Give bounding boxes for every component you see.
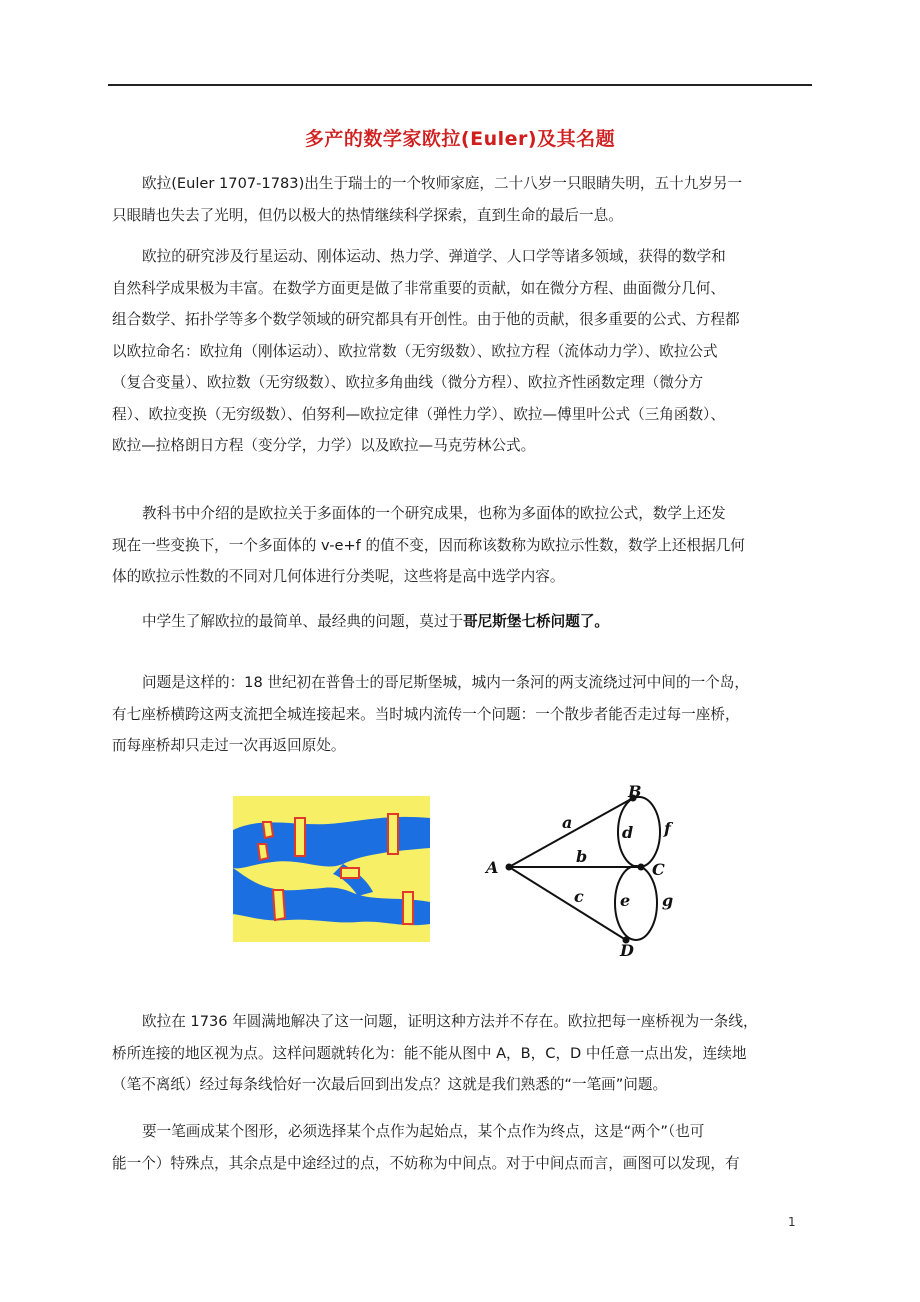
node-label-b: B <box>628 782 642 801</box>
node-label-d: D <box>620 941 634 960</box>
text-line: 要一笔画成某个图形，必须选择某个点作为起始点，某个点作为终点，这是“两个”（也可 <box>142 1123 705 1140</box>
header-rule <box>108 84 812 86</box>
text-line: （复合变量）、欧拉数（无穷级数）、欧拉多角曲线（微分方程）、欧拉齐性函数定理（微分方 <box>112 374 704 391</box>
node-label-c: C <box>652 860 665 879</box>
text-line: 自然科学成果极为丰富。在数学方面更是做了非常重要的贡献，如在微分方程、曲面微分几何、 <box>112 279 725 297</box>
edge-label-e: e <box>620 891 631 910</box>
text-line: 以欧拉命名：欧拉角（刚体运动）、欧拉常数（无穷级数）、欧拉方程（流体动力学）、欧拉公式 <box>112 342 718 360</box>
paragraph-textbook <box>112 498 816 593</box>
edge-label-b: b <box>576 847 588 866</box>
text-line: （笔不离纸）经过每条线恰好一次最后回到出发点？这就是我们熟悉的“一笔画”问题。 <box>112 1076 668 1093</box>
text-line: 现在一些变换下，一个多面体的 v-e+f 的值不变，因而称该数称为欧拉示性数，数学上还根据几何 <box>112 536 745 554</box>
text-line: 欧拉—拉格朗日方程（变分学，力学）以及欧拉—马克劳林公式。 <box>112 437 536 454</box>
bold-text: 哥尼斯堡七桥问题了。 <box>463 613 610 630</box>
text-line: 有七座桥横跨这两支流把全城连接起来。当时城内流传一个问题：一个散步者能否走过每一座桥， <box>112 705 740 723</box>
node-label-a: A <box>486 858 499 877</box>
paragraph-problem <box>112 667 816 762</box>
text-line <box>112 606 816 638</box>
text-line: 程）、欧拉变换（无穷级数）、伯努利—欧拉定律（弹性力学）、欧拉—傅里叶公式（三角函数）、 <box>112 405 725 423</box>
edge-label-a: a <box>562 813 573 832</box>
edge-label-g: g <box>662 891 674 910</box>
paragraph-solution <box>112 1006 816 1101</box>
text-line: 教科书中介绍的是欧拉关于多面体的一个研究成果，也称为多面体的欧拉公式，数学上还发 <box>142 505 726 522</box>
edge-label-f: f <box>664 819 671 838</box>
text-line: 能一个）特殊点，其余点是中途经过的点，不妨称为中间点。对于中间点而言，画图可以发现，有 <box>112 1154 740 1172</box>
text-line: 只眼睛也失去了光明，但仍以极大的热情继续科学探索，直到生命的最后一息。 <box>112 206 623 224</box>
text-line: 问题是这样的：18 世纪初在普鲁士的哥尼斯堡城，城内一条河的两支流绕过河中间的一个岛， <box>142 674 749 691</box>
edge-a <box>509 798 633 867</box>
page-title: 多产的数学家欧拉(Euler)及其名题 <box>304 128 616 150</box>
konigsberg-map-figure <box>233 796 430 942</box>
text-prefix: 中学生了解欧拉的最简单、最经典的问题，莫过于 <box>142 613 464 630</box>
paragraph-research <box>112 241 816 462</box>
text-line: 而每座桥却只走过一次再返回原处。 <box>112 737 346 754</box>
paragraph-classic-problem <box>112 606 816 638</box>
text-line: 欧拉在 1736 年圆满地解决了这一问题，证明这种方法并不存在。欧拉把每一座桥视为一条线， <box>142 1013 758 1030</box>
edge-c <box>509 867 626 940</box>
text-line: 桥所连接的地区视为点。这样问题就转化为：能不能从图中 A，B，C，D 中任意一点出发，连续地 <box>112 1044 747 1062</box>
paragraph-intro <box>112 168 816 231</box>
edge-label-c: c <box>574 887 584 906</box>
edge-label-d: d <box>622 823 634 842</box>
seven-bridges-graph <box>478 778 686 960</box>
text-line: 欧拉的研究涉及行星运动、刚体运动、热力学、弹道学、人口学等诸多领域，获得的数学和 <box>142 248 726 265</box>
paragraph-one-stroke <box>112 1116 816 1179</box>
text-line: 欧拉(Euler 1707-1783)出生于瑞士的一个牧师家庭，二十八岁一只眼睛失明，五十九岁另一 <box>142 175 743 192</box>
page-number: 1 <box>788 1215 796 1229</box>
text-line: 体的欧拉示性数的不同对几何体进行分类呢，这些将是高中选学内容。 <box>112 568 565 585</box>
text-line: 组合数学、拓扑学等多个数学领域的研究都具有开创性。由于他的贡献，很多重要的公式、方程都 <box>112 311 740 328</box>
